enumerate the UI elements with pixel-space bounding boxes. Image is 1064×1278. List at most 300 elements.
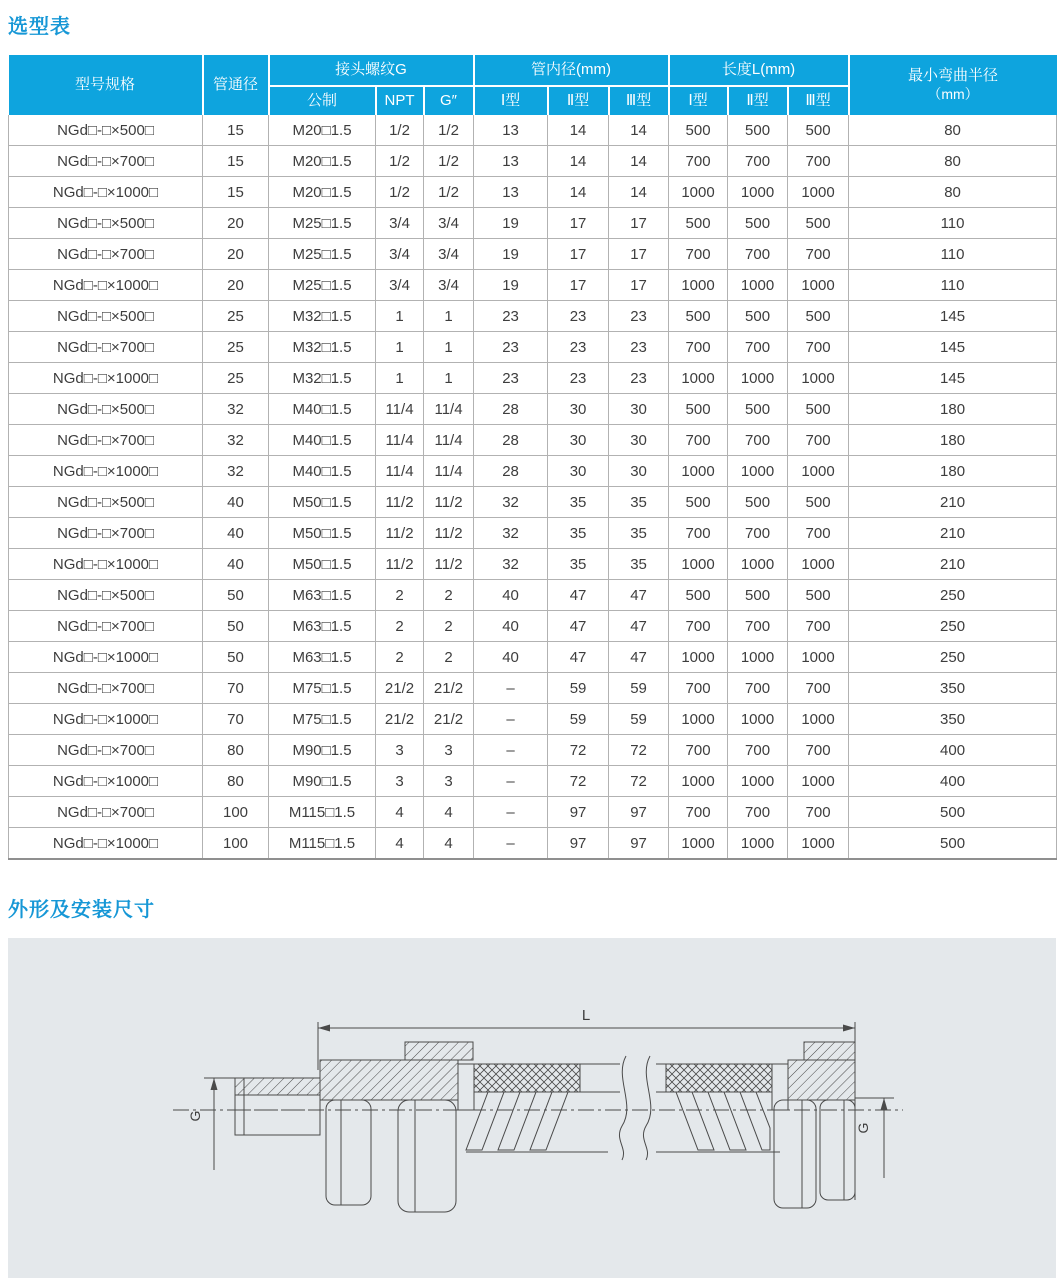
cell-id-type2: 23	[548, 332, 609, 363]
cell-len-type2: 1000	[728, 270, 788, 301]
cell-thread-g: 11/4	[424, 394, 474, 425]
cell-thread-metric: M40□1.5	[269, 394, 376, 425]
cell-model: NGd□-□×1000□	[9, 456, 203, 487]
table-row	[9, 487, 1057, 518]
table-row	[9, 673, 1057, 704]
cell-thread-metric: M32□1.5	[269, 363, 376, 394]
cell-model: NGd□-□×1000□	[9, 766, 203, 797]
cell-id-type2: 17	[548, 239, 609, 270]
cell-thread-metric: M32□1.5	[269, 301, 376, 332]
table-row	[9, 828, 1057, 860]
cell-thread-metric: M25□1.5	[269, 208, 376, 239]
cell-model: NGd□-□×1000□	[9, 177, 203, 208]
cell-id-type3: 97	[609, 797, 669, 828]
cell-thread-g: 3	[424, 766, 474, 797]
cell-bore: 50	[203, 642, 269, 673]
cell-id-type1: –	[474, 735, 548, 766]
cell-model: NGd□-□×1000□	[9, 642, 203, 673]
cell-bore: 25	[203, 332, 269, 363]
cell-id-type2: 47	[548, 580, 609, 611]
cell-id-type2: 59	[548, 704, 609, 735]
cell-thread-npt: 11/2	[376, 549, 424, 580]
cell-min-bend-radius: 250	[849, 642, 1057, 673]
table-row	[9, 239, 1057, 270]
header-thread-metric: 公制	[269, 86, 376, 115]
cell-thread-metric: M40□1.5	[269, 425, 376, 456]
cell-bore: 80	[203, 766, 269, 797]
cell-id-type1: 23	[474, 363, 548, 394]
cell-len-type2: 1000	[728, 549, 788, 580]
cell-len-type1: 1000	[669, 177, 728, 208]
cell-len-type3: 500	[788, 115, 849, 146]
table-row	[9, 208, 1057, 239]
header-min-bend-radius	[849, 55, 1057, 115]
cell-min-bend-radius: 500	[849, 828, 1057, 860]
cell-thread-metric: M20□1.5	[269, 177, 376, 208]
cell-id-type3: 35	[609, 518, 669, 549]
cell-id-type1: 40	[474, 611, 548, 642]
cell-thread-npt: 11/4	[376, 456, 424, 487]
cell-id-type2: 30	[548, 394, 609, 425]
cell-thread-npt: 1/2	[376, 115, 424, 146]
cell-len-type1: 1000	[669, 766, 728, 797]
cell-id-type3: 72	[609, 735, 669, 766]
cell-min-bend-radius: 250	[849, 580, 1057, 611]
cell-len-type3: 1000	[788, 828, 849, 860]
table-row	[9, 456, 1057, 487]
cell-model: NGd□-□×700□	[9, 797, 203, 828]
cell-bore: 20	[203, 270, 269, 301]
cell-len-type3: 1000	[788, 704, 849, 735]
cell-id-type1: 13	[474, 146, 548, 177]
cell-id-type2: 47	[548, 642, 609, 673]
cell-len-type1: 700	[669, 518, 728, 549]
cell-len-type2: 700	[728, 735, 788, 766]
table-row	[9, 642, 1057, 673]
cell-len-type2: 700	[728, 673, 788, 704]
cell-min-bend-radius: 180	[849, 394, 1057, 425]
cell-thread-metric: M63□1.5	[269, 611, 376, 642]
cell-id-type3: 23	[609, 363, 669, 394]
cell-id-type1: 32	[474, 487, 548, 518]
cell-len-type3: 700	[788, 146, 849, 177]
cell-model: NGd□-□×700□	[9, 146, 203, 177]
cell-len-type3: 700	[788, 797, 849, 828]
cell-thread-metric: M90□1.5	[269, 735, 376, 766]
cell-id-type1: 19	[474, 239, 548, 270]
table-row	[9, 363, 1057, 394]
cell-model: NGd□-□×500□	[9, 487, 203, 518]
header-group-inner-dia: 管内径(mm)	[474, 55, 669, 86]
cell-id-type1: –	[474, 797, 548, 828]
cell-min-bend-radius: 180	[849, 456, 1057, 487]
cell-id-type1: –	[474, 828, 548, 860]
cell-id-type2: 23	[548, 301, 609, 332]
cell-thread-metric: M115□1.5	[269, 828, 376, 860]
cell-thread-g: 4	[424, 828, 474, 860]
cell-thread-metric: M20□1.5	[269, 146, 376, 177]
cell-thread-npt: 4	[376, 797, 424, 828]
cell-id-type3: 17	[609, 239, 669, 270]
cell-len-type3: 1000	[788, 642, 849, 673]
header-min-bend-radius-text: 最小弯曲半径	[908, 66, 999, 84]
cell-min-bend-radius: 180	[849, 425, 1057, 456]
cell-thread-npt: 1	[376, 301, 424, 332]
cell-thread-npt: 21/2	[376, 704, 424, 735]
cell-id-type1: 13	[474, 115, 548, 146]
cell-len-type1: 700	[669, 146, 728, 177]
cell-len-type1: 1000	[669, 456, 728, 487]
table-row	[9, 611, 1057, 642]
cell-bore: 40	[203, 487, 269, 518]
cell-len-type1: 500	[669, 208, 728, 239]
cell-min-bend-radius: 210	[849, 518, 1057, 549]
cell-id-type3: 14	[609, 177, 669, 208]
cell-model: NGd□-□×500□	[9, 208, 203, 239]
cell-len-type2: 1000	[728, 642, 788, 673]
cell-min-bend-radius: 400	[849, 766, 1057, 797]
table-row	[9, 766, 1057, 797]
header-group-length: 长度L(mm)	[669, 55, 849, 86]
cell-len-type3: 500	[788, 580, 849, 611]
cell-id-type2: 97	[548, 797, 609, 828]
cell-id-type3: 14	[609, 115, 669, 146]
cell-id-type3: 97	[609, 828, 669, 860]
cell-id-type3: 72	[609, 766, 669, 797]
cell-id-type2: 72	[548, 735, 609, 766]
cell-thread-npt: 3/4	[376, 208, 424, 239]
cell-id-type1: 40	[474, 580, 548, 611]
cell-len-type1: 1000	[669, 642, 728, 673]
cell-thread-metric: M50□1.5	[269, 549, 376, 580]
cell-bore: 70	[203, 704, 269, 735]
cell-thread-g: 2	[424, 611, 474, 642]
cell-len-type2: 700	[728, 611, 788, 642]
table-row	[9, 301, 1057, 332]
cell-len-type2: 1000	[728, 177, 788, 208]
cell-min-bend-radius: 250	[849, 611, 1057, 642]
cell-id-type1: –	[474, 673, 548, 704]
cell-id-type3: 23	[609, 301, 669, 332]
cell-bore: 20	[203, 208, 269, 239]
cell-min-bend-radius: 80	[849, 177, 1057, 208]
table-row	[9, 549, 1057, 580]
cell-thread-g: 11/4	[424, 456, 474, 487]
cell-id-type3: 35	[609, 487, 669, 518]
cell-len-type2: 700	[728, 146, 788, 177]
cell-len-type1: 1000	[669, 704, 728, 735]
cell-thread-metric: M63□1.5	[269, 580, 376, 611]
cell-thread-g: 1	[424, 301, 474, 332]
cell-thread-metric: M63□1.5	[269, 642, 376, 673]
cell-min-bend-radius: 110	[849, 239, 1057, 270]
cell-len-type3: 700	[788, 239, 849, 270]
table-header	[9, 55, 1057, 115]
cell-id-type2: 97	[548, 828, 609, 860]
cell-thread-metric: M20□1.5	[269, 115, 376, 146]
dimension-drawing-panel	[8, 938, 1056, 1278]
cell-thread-npt: 11/4	[376, 425, 424, 456]
cell-bore: 100	[203, 828, 269, 860]
left-fitting	[235, 1042, 474, 1212]
cell-min-bend-radius: 145	[849, 332, 1057, 363]
cell-len-type1: 700	[669, 425, 728, 456]
cell-len-type3: 1000	[788, 270, 849, 301]
cell-model: NGd□-□×700□	[9, 735, 203, 766]
cell-len-type1: 1000	[669, 363, 728, 394]
cell-thread-g: 21/2	[424, 673, 474, 704]
cell-len-type1: 700	[669, 239, 728, 270]
cell-len-type3: 500	[788, 208, 849, 239]
cell-len-type1: 500	[669, 301, 728, 332]
cell-model: NGd□-□×700□	[9, 611, 203, 642]
cell-len-type1: 1000	[669, 270, 728, 301]
table-row	[9, 518, 1057, 549]
cell-model: NGd□-□×1000□	[9, 828, 203, 860]
cell-len-type1: 1000	[669, 549, 728, 580]
cell-thread-metric: M90□1.5	[269, 766, 376, 797]
cell-bore: 50	[203, 611, 269, 642]
cell-id-type1: 23	[474, 301, 548, 332]
cell-id-type1: 28	[474, 394, 548, 425]
break-line-left	[619, 1056, 626, 1160]
cell-thread-metric: M25□1.5	[269, 270, 376, 301]
cell-len-type2: 1000	[728, 704, 788, 735]
cell-min-bend-radius: 400	[849, 735, 1057, 766]
cell-len-type1: 500	[669, 487, 728, 518]
cell-len-type2: 1000	[728, 766, 788, 797]
table-row	[9, 735, 1057, 766]
cell-id-type2: 35	[548, 518, 609, 549]
cell-thread-npt: 2	[376, 642, 424, 673]
cell-thread-npt: 3	[376, 766, 424, 797]
cell-id-type2: 14	[548, 177, 609, 208]
cell-thread-g: 2	[424, 642, 474, 673]
selection-table	[8, 55, 1057, 860]
cell-thread-npt: 1	[376, 363, 424, 394]
cell-len-type1: 1000	[669, 828, 728, 860]
cell-thread-g: 3/4	[424, 239, 474, 270]
cell-len-type2: 500	[728, 580, 788, 611]
cell-thread-npt: 4	[376, 828, 424, 860]
cell-id-type2: 35	[548, 549, 609, 580]
cell-min-bend-radius: 145	[849, 363, 1057, 394]
cell-id-type3: 30	[609, 425, 669, 456]
cell-len-type2: 700	[728, 332, 788, 363]
cell-thread-npt: 1	[376, 332, 424, 363]
cell-len-type3: 700	[788, 332, 849, 363]
cell-len-type1: 700	[669, 735, 728, 766]
cell-min-bend-radius: 110	[849, 270, 1057, 301]
cell-len-type3: 700	[788, 611, 849, 642]
cell-thread-npt: 3/4	[376, 239, 424, 270]
cell-id-type3: 23	[609, 332, 669, 363]
cell-len-type3: 500	[788, 301, 849, 332]
cell-thread-npt: 11/4	[376, 394, 424, 425]
cell-id-type1: 32	[474, 518, 548, 549]
cell-id-type1: 28	[474, 425, 548, 456]
cell-len-type3: 1000	[788, 456, 849, 487]
cell-thread-g: 1/2	[424, 146, 474, 177]
cell-bore: 100	[203, 797, 269, 828]
cell-min-bend-radius: 210	[849, 487, 1057, 518]
cell-min-bend-radius: 145	[849, 301, 1057, 332]
cell-thread-metric: M75□1.5	[269, 673, 376, 704]
cell-id-type1: 19	[474, 208, 548, 239]
cell-model: NGd□-□×1000□	[9, 549, 203, 580]
cell-thread-metric: M50□1.5	[269, 518, 376, 549]
cell-model: NGd□-□×700□	[9, 673, 203, 704]
cell-len-type1: 700	[669, 611, 728, 642]
cell-thread-g: 3/4	[424, 208, 474, 239]
header-id-type2: Ⅱ型	[548, 86, 609, 115]
cell-model: NGd□-□×700□	[9, 239, 203, 270]
cell-thread-npt: 11/2	[376, 487, 424, 518]
cell-len-type2: 500	[728, 394, 788, 425]
header-group-thread: 接头螺纹G	[269, 55, 474, 86]
cell-len-type3: 700	[788, 425, 849, 456]
cell-id-type2: 30	[548, 425, 609, 456]
cell-bore: 40	[203, 549, 269, 580]
cell-bore: 50	[203, 580, 269, 611]
cell-id-type3: 47	[609, 642, 669, 673]
cell-min-bend-radius: 350	[849, 704, 1057, 735]
cell-thread-g: 4	[424, 797, 474, 828]
header-model: 型号规格	[9, 55, 203, 115]
cell-len-type2: 500	[728, 115, 788, 146]
table-row	[9, 704, 1057, 735]
cell-id-type1: –	[474, 704, 548, 735]
cell-id-type1: 32	[474, 549, 548, 580]
cell-len-type2: 500	[728, 301, 788, 332]
cell-bore: 20	[203, 239, 269, 270]
cell-len-type3: 1000	[788, 549, 849, 580]
cell-model: NGd□-□×1000□	[9, 270, 203, 301]
header-id-type3: Ⅲ型	[609, 86, 669, 115]
cell-model: NGd□-□×500□	[9, 301, 203, 332]
cell-id-type3: 30	[609, 456, 669, 487]
cell-len-type2: 700	[728, 518, 788, 549]
cell-thread-g: 3	[424, 735, 474, 766]
cell-len-type1: 500	[669, 580, 728, 611]
cell-id-type1: 28	[474, 456, 548, 487]
cell-id-type3: 47	[609, 611, 669, 642]
cell-thread-npt: 1/2	[376, 146, 424, 177]
table-row	[9, 270, 1057, 301]
cell-thread-g: 1/2	[424, 177, 474, 208]
cell-id-type2: 17	[548, 270, 609, 301]
cell-thread-metric: M32□1.5	[269, 332, 376, 363]
cell-id-type2: 17	[548, 208, 609, 239]
cell-len-type1: 700	[669, 797, 728, 828]
cell-len-type3: 1000	[788, 177, 849, 208]
cell-model: NGd□-□×1000□	[9, 704, 203, 735]
cell-thread-npt: 21/2	[376, 673, 424, 704]
cell-id-type2: 35	[548, 487, 609, 518]
cell-id-type3: 17	[609, 208, 669, 239]
cell-id-type1: 19	[474, 270, 548, 301]
cell-min-bend-radius: 110	[849, 208, 1057, 239]
break-line-right	[643, 1056, 650, 1160]
cell-len-type2: 700	[728, 425, 788, 456]
cell-len-type2: 700	[728, 797, 788, 828]
cell-len-type3: 1000	[788, 363, 849, 394]
cell-id-type3: 30	[609, 394, 669, 425]
cell-thread-metric: M40□1.5	[269, 456, 376, 487]
cell-len-type3: 700	[788, 735, 849, 766]
cell-min-bend-radius: 350	[849, 673, 1057, 704]
cell-min-bend-radius: 80	[849, 115, 1057, 146]
cell-thread-npt: 2	[376, 611, 424, 642]
cell-len-type1: 500	[669, 115, 728, 146]
cell-id-type2: 23	[548, 363, 609, 394]
cell-id-type2: 14	[548, 115, 609, 146]
cell-id-type3: 47	[609, 580, 669, 611]
table-row	[9, 797, 1057, 828]
cell-len-type2: 700	[728, 239, 788, 270]
cell-len-type1: 700	[669, 673, 728, 704]
cell-len-type3: 700	[788, 518, 849, 549]
cell-id-type3: 59	[609, 704, 669, 735]
cell-id-type3: 59	[609, 673, 669, 704]
selection-table-title: 选型表	[8, 16, 71, 38]
length-dim-label: L	[581, 1007, 591, 1024]
cell-bore: 40	[203, 518, 269, 549]
cell-model: NGd□-□×700□	[9, 425, 203, 456]
cell-len-type2: 1000	[728, 363, 788, 394]
table-row	[9, 580, 1057, 611]
cell-thread-npt: 3/4	[376, 270, 424, 301]
cell-thread-g: 11/2	[424, 518, 474, 549]
cell-id-type1: –	[474, 766, 548, 797]
cell-len-type3: 1000	[788, 766, 849, 797]
cell-thread-metric: M50□1.5	[269, 487, 376, 518]
cell-thread-g: 21/2	[424, 704, 474, 735]
left-thread-dim-label: G	[187, 1110, 203, 1122]
cell-len-type1: 500	[669, 394, 728, 425]
header-min-bend-radius-unit: （mm）	[927, 85, 979, 102]
cell-id-type2: 14	[548, 146, 609, 177]
header-len-type1: Ⅰ型	[669, 86, 728, 115]
cell-id-type2: 47	[548, 611, 609, 642]
cell-len-type3: 500	[788, 487, 849, 518]
cell-id-type1: 13	[474, 177, 548, 208]
cell-thread-g: 1	[424, 363, 474, 394]
right-fitting	[772, 1042, 855, 1208]
table-row	[9, 394, 1057, 425]
cell-id-type2: 72	[548, 766, 609, 797]
cell-id-type2: 59	[548, 673, 609, 704]
cell-thread-g: 1	[424, 332, 474, 363]
cell-thread-g: 3/4	[424, 270, 474, 301]
cell-bore: 25	[203, 301, 269, 332]
table-row	[9, 146, 1057, 177]
cell-len-type3: 700	[788, 673, 849, 704]
cell-bore: 32	[203, 425, 269, 456]
cell-model: NGd□-□×1000□	[9, 363, 203, 394]
cell-model: NGd□-□×500□	[9, 115, 203, 146]
cell-thread-metric: M25□1.5	[269, 239, 376, 270]
cell-bore: 32	[203, 394, 269, 425]
header-thread-g: G″	[424, 86, 474, 115]
cell-thread-g: 1/2	[424, 115, 474, 146]
cell-id-type3: 35	[609, 549, 669, 580]
table-row	[9, 115, 1057, 146]
cell-min-bend-radius: 80	[849, 146, 1057, 177]
table-row	[9, 332, 1057, 363]
cell-model: NGd□-□×500□	[9, 580, 203, 611]
cell-len-type1: 700	[669, 332, 728, 363]
